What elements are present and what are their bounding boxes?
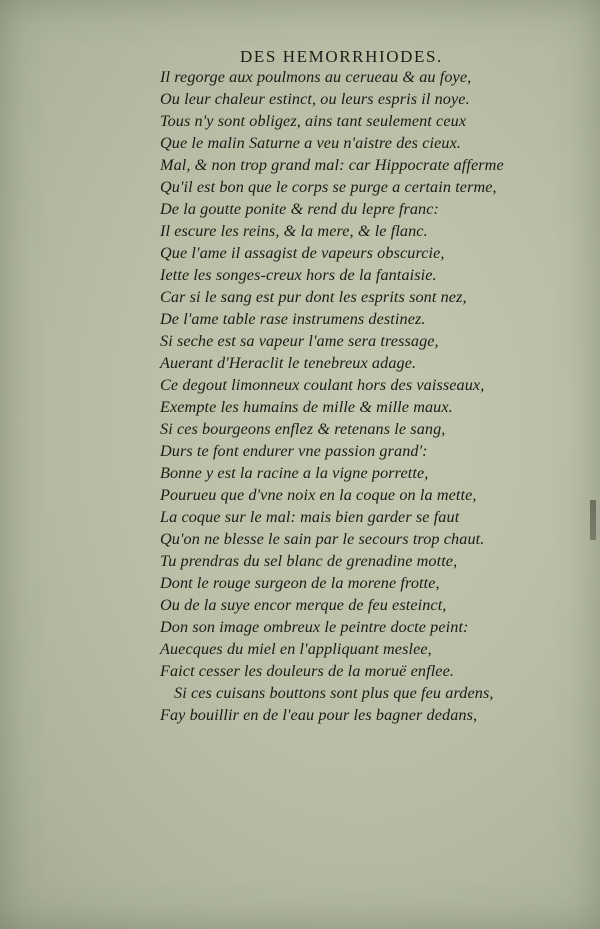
verse-line: Dont le rouge surgeon de la morene frotte, xyxy=(160,574,440,592)
verse-line: Faict cesser les douleurs de la moruë enflee. xyxy=(160,662,455,680)
verse-line: Si seche est sa vapeur l'ame sera tressage, xyxy=(160,332,439,350)
verse-line: Don son image ombreux le peintre docte peint: xyxy=(160,618,469,636)
verse-line: Pourueu que d'vne noix en la coque on la mette, xyxy=(160,486,477,504)
running-head: DES HEMORRHIODES. xyxy=(240,47,443,66)
verse-line: Iette les songes-creux hors de la fantaisie. xyxy=(160,266,437,284)
verse-line: Il escure les reins, & la mere, & le flanc. xyxy=(160,222,428,240)
verse-line: Auerant d'Heraclit le tenebreux adage. xyxy=(160,354,417,372)
verse-line: Que l'ame il assagist de vapeurs obscurcie, xyxy=(160,244,445,262)
verse-line: Bonne y est la racine a la vigne porrette, xyxy=(160,464,429,482)
margin-ink-mark xyxy=(590,500,596,540)
verse-line: Auecques du miel en l'appliquant meslee, xyxy=(160,640,432,658)
verse-line: Mal, & non trop grand mal: car Hippocrate afferme xyxy=(160,156,504,174)
verse-line: Qu'il est bon que le corps se purge a certain terme, xyxy=(160,178,497,196)
verse-line: Tous n'y sont obligez, ains tant seulement ceux xyxy=(160,112,467,130)
verse-line: Si ces cuisans bouttons sont plus que feu ardens, xyxy=(174,684,494,702)
verse-line: Durs te font endurer vne passion grand': xyxy=(160,442,428,460)
verse-line: Qu'on ne blesse le sain par le secours trop chaut. xyxy=(160,530,485,548)
verse-line: Il regorge aux poulmons au cerueau & au foye, xyxy=(160,68,472,86)
verse-line: Tu prendras du sel blanc de grenadine motte, xyxy=(160,552,458,570)
verse-line: Fay bouillir en de l'eau pour les bagner dedans, xyxy=(160,706,478,724)
verse-line: De la goutte ponite & rend du lepre franc: xyxy=(160,200,440,218)
verse-line: Ou de la suye encor merque de feu esteinct, xyxy=(160,596,447,614)
verse-line: Car si le sang est pur dont les esprits sont nez, xyxy=(160,288,467,306)
verse-line: La coque sur le mal: mais bien garder se faut xyxy=(160,508,460,526)
verse-line: Ce degout limonneux coulant hors des vaisseaux, xyxy=(160,376,485,394)
verse-line: Si ces bourgeons enflez & retenans le sang, xyxy=(160,420,446,438)
verse-line: Exempte les humains de mille & mille maux. xyxy=(160,398,453,416)
verse-line: De l'ame table rase instrumens destinez. xyxy=(160,310,426,328)
verse-line: Ou leur chaleur estinct, ou leurs espris il noye. xyxy=(160,90,470,108)
verse-line: Que le malin Saturne a veu n'aistre des cieux. xyxy=(160,134,462,152)
